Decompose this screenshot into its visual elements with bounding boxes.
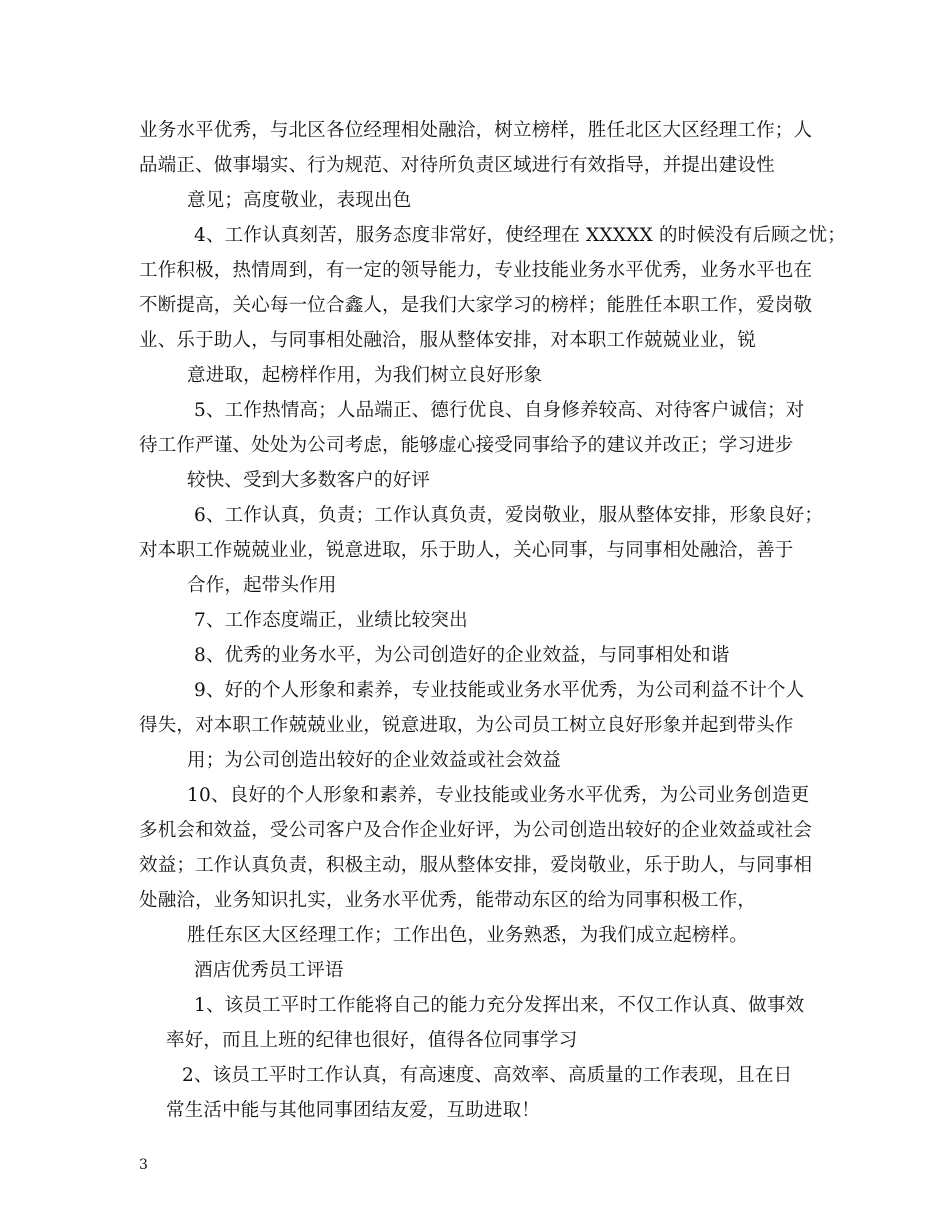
text-line: 对本职工作兢兢业业，锐意进取，乐于助人，关心同事，与同事相处融洽，善于 — [139, 540, 794, 561]
text-line: 较快、受到大多数客户的好评 — [187, 470, 431, 491]
text-line: 业务水平优秀，与北区各位经理相处融洽，树立榜样，胜任北区大区经理工作；人 — [139, 120, 813, 141]
text-line: 品端正、做事塌实、行为规范、对待所负责区域进行有效指导，并提出建设性 — [139, 155, 775, 176]
text-line: 用；为公司创造出较好的企业效益或社会效益 — [187, 750, 562, 771]
text-line: 不断提高，关心每一位合鑫人，是我们大家学习的榜样；能胜任本职工作，爱岗敬 — [139, 295, 813, 316]
page-number: 3 — [139, 1157, 148, 1173]
text-line: 7、工作态度端正，业绩比较突出 — [194, 610, 468, 631]
text-line: 10、良好的个人形象和素养，专业技能或业务水平优秀，为公司业务创造更 — [187, 785, 810, 806]
text-line: 5、工作热情高；人品端正、德行优良、自身修养较高、对待客户诚信；对 — [194, 400, 805, 421]
text-line: 待工作严谨、处处为公司考虑，能够虚心接受同事给予的建议并改正；学习进步 — [139, 435, 794, 456]
text-line: 意进取，起榜样作用，为我们树立良好形象 — [187, 365, 543, 386]
text-line: 胜任东区大区经理工作；工作出色，业务熟悉，为我们成立起榜样。 — [187, 925, 749, 946]
text-line: 得失，对本职工作兢兢业业，锐意进取，为公司员工树立良好形象并起到带头作 — [139, 715, 794, 736]
text-line: 处融洽，业务知识扎实，业务水平优秀，能带动东区的给为同事积极工作， — [139, 890, 757, 911]
text-line: 常生活中能与其他同事团结友爱，互助进取！ — [166, 1100, 541, 1121]
text-line: 工作积极，热情周到，有一定的领导能力，专业技能业务水平优秀，业务水平也在 — [139, 260, 813, 281]
section-heading: 酒店优秀员工评语 — [194, 960, 344, 981]
text-line: 多机会和效益，受公司客户及合作企业好评，为公司创造出较好的企业效益或社会 — [139, 820, 813, 841]
text-line: 效益；工作认真负责，积极主动，服从整体安排，爱岗敬业，乐于助人，与同事相 — [139, 855, 813, 876]
text-line: 2、该员工平时工作认真，有高速度、高效率、高质量的工作表现，且在日 — [182, 1065, 793, 1086]
text-line: 意见；高度敬业，表现出色 — [187, 190, 412, 211]
text-line: 1、该员工平时工作能将自己的能力充分发挥出来，不仅工作认真、做事效 — [194, 995, 805, 1016]
text-line: 合作，起带头作用 — [187, 575, 337, 596]
text-line: 8、优秀的业务水平，为公司创造好的企业效益，与同事相处和谐 — [194, 645, 730, 666]
text-line: 4、工作认真刻苦，服务态度非常好，使经理在 XXXXX 的时候没有后顾之忧； — [194, 225, 846, 246]
text-line: 6、工作认真，负责；工作认真负责，爱岗敬业，服从整体安排，形象良好； — [194, 505, 824, 526]
text-line: 9、好的个人形象和素养，专业技能或业务水平优秀，为公司利益不计个人 — [194, 680, 805, 701]
text-line: 业、乐于助人，与同事相处融洽，服从整体安排，对本职工作兢兢业业，锐 — [139, 330, 757, 351]
text-line: 率好，而且上班的纪律也很好，值得各位同事学习 — [166, 1030, 578, 1051]
